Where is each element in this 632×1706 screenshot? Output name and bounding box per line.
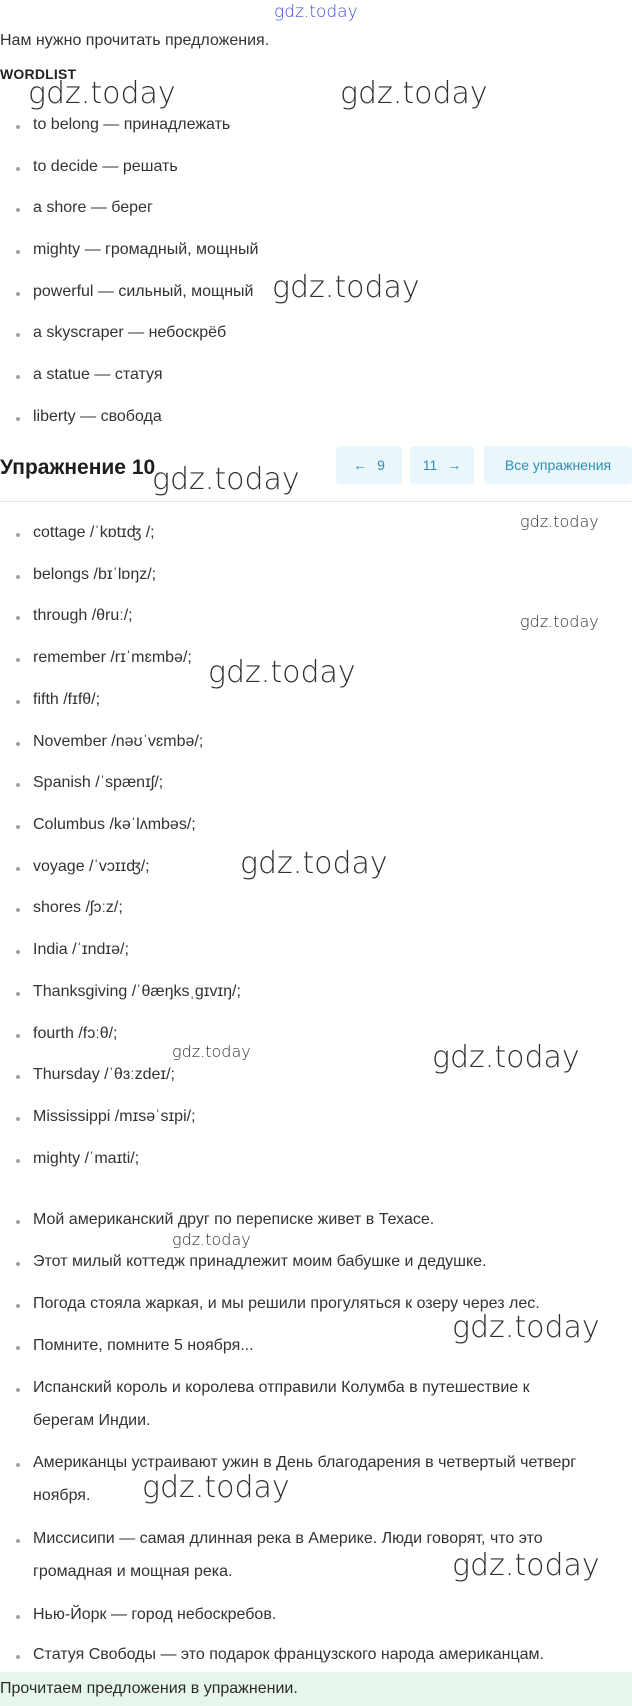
watermark: gdz.today — [28, 76, 176, 111]
bullet-icon — [16, 1539, 20, 1543]
bullet-icon — [16, 533, 20, 537]
bullet-icon — [16, 742, 20, 746]
next-exercise-button[interactable]: 11 → — [410, 446, 474, 484]
watermark: gdz.today — [240, 846, 388, 881]
watermark: gdz.today — [520, 512, 599, 531]
bullet-icon — [16, 167, 20, 171]
intro-text: Нам нужно прочитать предложения. — [0, 32, 270, 49]
bullet-icon — [16, 417, 20, 421]
bullet-icon — [16, 1159, 20, 1163]
bullet-icon — [16, 208, 20, 212]
bullet-icon — [16, 616, 20, 620]
bullet-icon — [16, 1075, 20, 1079]
divider — [0, 501, 632, 502]
bullet-icon — [16, 125, 20, 129]
bullet-icon — [16, 700, 20, 704]
bullet-icon — [16, 908, 20, 912]
exercise-title: Упражнение 10 — [0, 456, 156, 479]
bullet-icon — [16, 1220, 20, 1224]
bullet-icon — [16, 1388, 20, 1392]
bullet-icon — [16, 783, 20, 787]
watermark: gdz.today — [452, 1548, 600, 1583]
bullet-icon — [16, 1034, 20, 1038]
watermark: gdz.today — [208, 655, 356, 690]
bullet-icon — [16, 658, 20, 662]
bullet-icon — [16, 992, 20, 996]
prev-exercise-button[interactable]: ← 9 — [336, 446, 402, 484]
bullet-icon — [16, 1117, 20, 1121]
all-exercises-button[interactable]: Все упражнения — [484, 446, 632, 484]
bottom-note: Прочитаем предложения в упражнении. — [0, 1672, 632, 1706]
watermark: gdz.today — [432, 1040, 580, 1075]
watermark: gdz.today — [172, 1042, 251, 1061]
arrow-right-icon: → — [447, 457, 462, 473]
watermark: gdz.today — [340, 76, 488, 111]
bullet-icon — [16, 867, 20, 871]
bullet-icon — [16, 1655, 20, 1659]
bullet-icon — [16, 575, 20, 579]
bullet-icon — [16, 950, 20, 954]
watermark: gdz.today — [172, 1230, 251, 1249]
watermark: gdz.today — [520, 612, 599, 631]
bullet-icon — [16, 375, 20, 379]
bullet-icon — [16, 292, 20, 296]
bullet-icon — [16, 333, 20, 337]
watermark: gdz.today — [272, 270, 420, 305]
bullet-icon — [16, 825, 20, 829]
bullet-icon — [16, 1346, 20, 1350]
bullet-icon — [16, 1615, 20, 1619]
bullet-icon — [16, 1262, 20, 1266]
bullet-icon — [16, 1463, 20, 1467]
watermark-top: gdz.today — [274, 2, 358, 22]
wordlist-heading: WORDLIST — [0, 66, 77, 82]
arrow-left-icon: ← — [353, 457, 368, 473]
watermark: gdz.today — [452, 1310, 600, 1345]
bullet-icon — [16, 1304, 20, 1308]
watermark: gdz.today — [142, 1470, 290, 1505]
watermark: gdz.today — [152, 462, 300, 497]
bullet-icon — [16, 250, 20, 254]
